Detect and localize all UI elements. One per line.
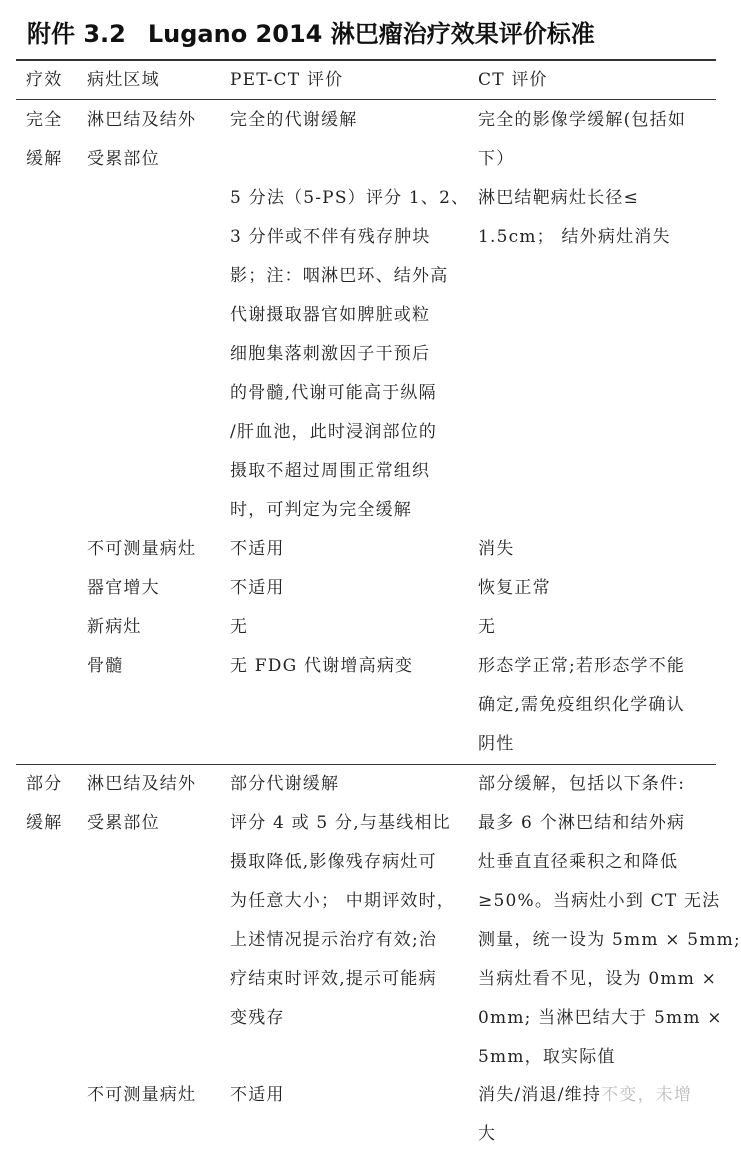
- complete-nodes-ct: 完全的影像学缓解(包括如 下） 淋巴结靶病灶长径≤ 1.5cm； 结外病灶消失: [478, 110, 687, 247]
- complete-organ-pet: 不适用: [230, 578, 285, 598]
- faded-text: 不变，未增: [601, 1085, 693, 1105]
- partial-nodes-pet: 部分代谢缓解 评分 4 或 5 分,与基线相比 摄取降低,影像残存病灶可 为任意大小； 中期评效时， 上述情况提示治疗有效;治 疗结束时评效,提示可能病 变残存: [230, 774, 456, 1028]
- header-ct: CT 评价: [478, 70, 548, 90]
- header-efficacy: 疗效: [26, 70, 63, 90]
- partial-response-label: 部分 缓解: [26, 774, 63, 833]
- complete-response-label: 完全 缓解: [26, 110, 63, 169]
- complete-nonmeasurable-pet: 不适用: [230, 539, 285, 559]
- complete-new-lesion-ct: 无: [478, 617, 497, 637]
- title-main: Lugano 2014 淋巴瘤治疗效果评价标准: [147, 20, 595, 48]
- partial-nonmeasurable-region: 不可测量病灶: [87, 1085, 197, 1105]
- partial-nodes-ct: 部分缓解，包括以下条件: 最多 6 个淋巴结和结外病 灶垂直直径乘积之和降低 ≥50%。当病灶小到 CT 无法 测量，统一设为 5mm × 5mm; 当病灶看不见，设为 0mm × 0mm; 当淋巴结大于 5mm × 5mm，取实际值: [478, 774, 741, 1067]
- complete-nonmeasurable-ct: 消失: [478, 539, 515, 559]
- partial-nodes-region: 淋巴结及结外 受累部位: [87, 774, 197, 833]
- complete-organ-region: 器官增大: [87, 578, 160, 598]
- complete-new-lesion-region: 新病灶: [87, 617, 142, 637]
- complete-new-lesion-pet: 无: [230, 617, 249, 637]
- header-region: 病灶区域: [87, 70, 160, 90]
- complete-marrow-pet: 无 FDG 代谢增高病变: [230, 656, 414, 676]
- complete-nodes-pet: 完全的代谢缓解 5 分法（5-PS）评分 1、2、 3 分伴或不伴有残存肿块 影；注：咽淋巴环、结外高 代谢摄取器官如脾脏或粒 细胞集落刺激因子干预后 的骨髓,代谢可能高于纵隔 /肝血池，此时浸润部位的 摄取不超过周围正常组织 时，可判定为完全缓解: [230, 110, 470, 520]
- complete-marrow-region: 骨髓: [87, 656, 124, 676]
- header-petct: PET-CT 评价: [230, 70, 344, 90]
- complete-marrow-ct: 形态学正常;若形态学不能 确定,需免疫组织化学确认 阴性: [478, 656, 686, 754]
- complete-nodes-region: 淋巴结及结外 受累部位: [87, 110, 197, 169]
- complete-organ-ct: 恢复正常: [478, 578, 551, 598]
- partial-nonmeasurable-ct: 消失/消退/维持不变，未增 大: [478, 1085, 693, 1144]
- complete-nonmeasurable-region: 不可测量病灶: [87, 539, 197, 559]
- title-prefix: 附件 3.2: [27, 20, 126, 48]
- partial-nonmeasurable-pet: 不适用: [230, 1085, 285, 1105]
- document-title: [27, 14, 595, 49]
